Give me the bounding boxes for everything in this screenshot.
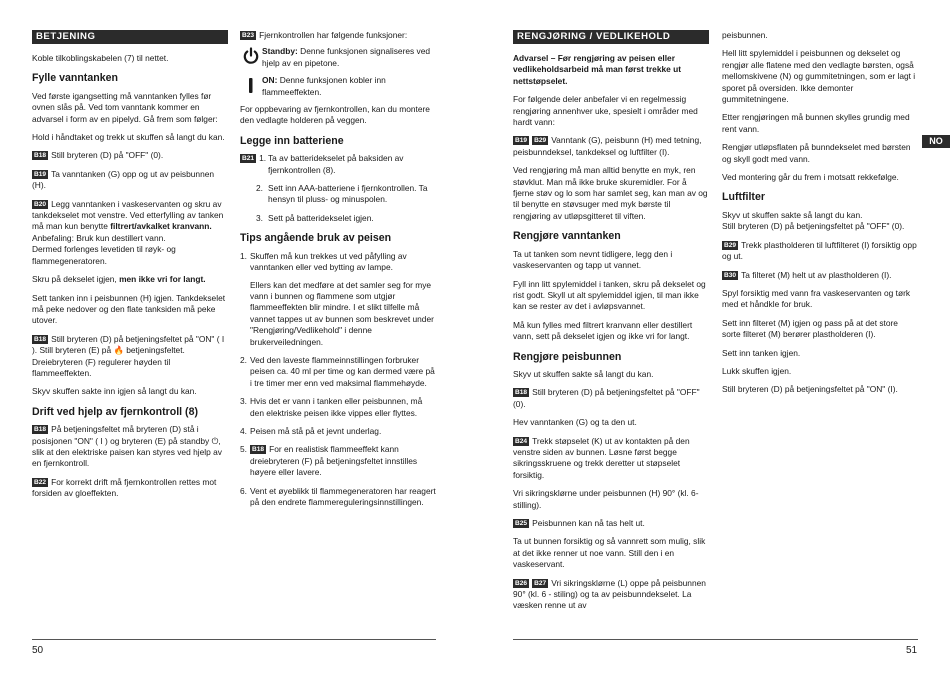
figure-badge: B30 xyxy=(724,271,737,279)
language-tab: NO xyxy=(922,135,950,148)
list-item: 4. Peisen må stå på et jevnt underlag. xyxy=(240,425,382,436)
figure-badge: B21 xyxy=(242,155,255,163)
footer-rule-left xyxy=(32,639,436,640)
paragraph: Ved første igangsetting må vanntanken fylles før ovnen slås på. Ved tom vanntank kommer en advarsel i form av en pipelyd. Gå frem som følger: xyxy=(32,90,218,124)
paragraph: Sett inn filteret (M) igjen og pass på at det store sorte filteret (M) berører plastholderen (I). xyxy=(722,317,898,340)
step-paragraph: B19 Ta vanntanken (G) opp og ut av peisbunnen (H). xyxy=(32,168,215,191)
figure-badge: B23 xyxy=(242,32,255,39)
on-label: ON: xyxy=(262,75,278,86)
figure-badge: B29 xyxy=(534,137,547,145)
step-paragraph: B20 Legg vanntanken i vaskeservanten og skru av tankdekselet mot venstre. Ved etterfylling av tanken må man kun benytte filtrert/avkalket kranvann. Anbefaling: Bruk kun destillert vann. Dermed forlenges levetiden til røyk- og flammegeneratoren. xyxy=(32,198,224,266)
paragraph: Skyv skuffen sakte inn igjen så langt du kan. xyxy=(32,386,197,397)
paragraph: For oppbevaring av fjernkontrollen, kan du montere den vedlagte holderen på veggen. xyxy=(240,104,430,126)
figure-badge: B29 xyxy=(724,241,737,249)
paragraph: Skru på dekselet igjen, men ikke vri for langt. xyxy=(32,274,206,285)
step-paragraph: B22 For korrekt drift må fjernkontrollen rettes mot forsiden av gloeffekten. xyxy=(32,476,217,499)
list-item: B21 1. Ta av batteridekselet på baksiden av fjernkontrollen (8). xyxy=(242,153,404,175)
paragraph: Rengjør utløpsflaten på bunndekselet med børsten og skyll godt med vann. xyxy=(722,142,911,164)
step-paragraph: B25 Peisbunnen kan nå tas helt ut. xyxy=(515,518,645,528)
paragraph: Lukk skuffen igjen. xyxy=(722,365,792,376)
paragraph: Sett tanken inn i peisbunnen (H) igjen. Tankdekselet må peke nedover og den flate tanksiden må peke utover. xyxy=(32,292,226,326)
heading-air-filter: Luftfilter xyxy=(722,191,765,204)
paragraph: Hev vanntanken (G) og ta den ut. xyxy=(513,417,637,428)
left-column-2 xyxy=(240,30,436,515)
step-paragraph: B29 Trekk plastholderen til luftfilteret (I) forsiktig opp og ut. xyxy=(722,239,917,262)
figure-badge: B18 xyxy=(252,446,265,454)
step-paragraph: B24 Trekk støpselet (K) ut av kontakten på den venstre siden av bunnen. Løsne først begge sikringsskruene og trekk deretter ut støpselet forsiktig. xyxy=(513,435,690,480)
paragraph: Hell litt spylemiddel i peisbunnen og dekselet og rengjør alle flatene med den vedlagte børsten, også mellomskivene (N) og gummitetningen, som er lagt i sporet på oversiden. Ikke demonter gummitetningene. xyxy=(722,48,916,105)
paragraph: Koble tilkoblingskabelen (7) til nettet. xyxy=(32,53,169,63)
figure-badge: B19 xyxy=(515,137,528,145)
step-paragraph: B18 På betjeningsfeltet må bryteren (D) stå i posisjonen "ON" ( I ) og bryteren (E) på standby ⏻, slik at den elektriske paisen kan styres ved hjelp av en fjernkontroll. xyxy=(32,424,222,469)
on-text: Denne funksjonen kobler inn flammeeffekten. xyxy=(262,75,386,97)
heading-clean-base: Rengjøre peisbunnen xyxy=(513,350,622,363)
tips-list xyxy=(240,251,436,509)
paragraph: Spyl forsiktig med vann fra vaskeservanten og tørk med et håndkle for bruk. xyxy=(722,287,911,310)
footer-rule-right xyxy=(513,639,918,640)
figure-badge: B19 xyxy=(34,170,47,178)
step-paragraph: B30 Ta filteret (M) helt ut av plastholderen (I). xyxy=(724,269,892,280)
figure-badge: B25 xyxy=(515,520,528,527)
paragraph: peisbunnen. xyxy=(722,30,768,40)
paragraph: Sett inn tanken igjen. xyxy=(722,347,801,358)
on-function xyxy=(240,75,436,98)
step-paragraph: B18 Still bryteren (D) på "OFF" (0). xyxy=(34,150,164,161)
standby-text: Denne funksjonen signaliseres ved hjelp av en pipetone. xyxy=(262,46,431,68)
section-header-betjening: BETJENING xyxy=(32,30,228,44)
step-paragraph: B19 B29 Vanntank (G), peisbunn (H) med tetning, peisbunndeksel, tankdeksel og luftfilter (I). xyxy=(513,135,702,157)
right-column-2 xyxy=(722,30,918,403)
step-paragraph: B23 Fjernkontrollen har følgende funksjoner: xyxy=(242,30,408,40)
figure-badge: B18 xyxy=(34,335,47,343)
paragraph: Skyv ut skuffen sakte så langt du kan. Still bryteren (D) på betjeningsfeltet på "OFF" (0). xyxy=(722,209,905,232)
list-item: 3. Hvis det er vann i tanken eller peisbunnen, må den elektriske peisen ikke vippes eller flyttes. xyxy=(240,396,423,418)
paragraph: Ta ut bunnen forsiktig og så vannrett som mulig, slik at det ikke renner ut noe vann. Still den i en vaskeservant. xyxy=(513,536,706,570)
figure-badge: B18 xyxy=(34,152,47,160)
figure-badge: B18 xyxy=(515,389,528,397)
list-item: 6. Vent et øyeblikk til flammegeneratoren har reagert på den endrete flammereguleringsinnstillingen. xyxy=(240,485,436,507)
figure-badge: B27 xyxy=(534,579,547,587)
paragraph: Skyv ut skuffen sakte så langt du kan. xyxy=(513,368,654,379)
figure-badge: B22 xyxy=(34,478,47,486)
warning-text: Advarsel – Før rengjøring av peisen eller vedlikeholdsarbeid må man først trekke ut nettstøpselet. xyxy=(513,53,682,86)
section-header-cleaning: RENGJØRING / VEDLIKEHOLD xyxy=(513,30,709,44)
paragraph: Ta ut tanken som nevnt tidligere, legg den i vaskeservanten og tapp ut vannet. xyxy=(513,248,673,271)
page-number-right: 51 xyxy=(906,645,918,656)
paragraph: Må kun fylles med filtrert kranvann eller destillert vann, sett på dekselet igjen og ikke vri for langt. xyxy=(513,319,693,342)
heading-fill-tank: Fylle vanntanken xyxy=(32,72,118,85)
paragraph: Still bryteren (D) på betjeningsfeltet på "ON" (I). xyxy=(722,384,898,395)
list-item: 3. Sett på batteridekselet igjen. xyxy=(256,212,374,223)
figure-badge: B20 xyxy=(34,200,47,208)
paragraph: Fyll inn litt spylemiddel i tanken, skru på dekselet og rist godt. Skyll ut alt spylemiddel igjen, til man ikke kan se rester av det i avløpsvannet. xyxy=(513,278,706,312)
paragraph: For følgende deler anbefaler vi en regelmessig rengjøring annenhver uke, spesielt i områder med hardt vann: xyxy=(513,94,698,128)
paragraph: Ved montering går du frem i motsatt rekkefølge. xyxy=(722,172,899,183)
paragraph: Ved rengjøring må man alltid benytte en myk, ren støvklut. Man må ikke bruke skuremidler. For å fjerne støv og lo som har samlet seg, kan man av og til benytte en støvsuger med myk børste til rengjøring av utløpsgitteret til viften. xyxy=(513,165,708,221)
step-paragraph: B26 B27 Vri sikringsklørne (L) oppe på peisbunnen 90° (kl. 6 - stiling) og ta av peisbunndekselet. La væsken renne ut av xyxy=(513,577,706,611)
standby-function xyxy=(240,46,436,69)
step-paragraph: B18 Still bryteren (D) på betjeningsfeltet på "OFF" (0). xyxy=(513,387,700,409)
list-item: 2. Ved den laveste flammeinnstillingen forbruker peisen ca. 40 ml per time og kan dermed være på i tre timer mer enn ved maksimal flammehøyde. xyxy=(240,354,435,388)
battery-steps xyxy=(240,153,436,224)
standby-label: Standby: xyxy=(262,46,298,57)
heading-remote-operation: Drift ved hjelp av fjernkontroll (8) xyxy=(32,405,198,418)
figure-badge: B26 xyxy=(515,579,528,587)
figure-badge: B18 xyxy=(34,426,47,434)
heading-clean-tank: Rengjøre vanntanken xyxy=(513,230,621,243)
heading-batteries: Legge inn batteriene xyxy=(240,134,344,147)
list-item: 2. Sett inn AAA-batteriene i fjernkontrollen. Ta hensyn til pluss- og minuspolen. xyxy=(256,183,428,205)
paragraph: Hold i håndtaket og trekk ut skuffen så langt du kan. xyxy=(32,132,225,143)
list-item: 5. B18 For en realistisk flammeeffekt kann dreiebryteren (F) på betjeningsfeltet innstilles høyere eller lavere. xyxy=(240,444,418,478)
figure-badge: B24 xyxy=(515,437,528,445)
power-standby-icon xyxy=(240,46,262,69)
right-column-1 xyxy=(513,30,709,619)
paragraph: Vri sikringsklørne under peisbunnen (H) 90° (kl. 6-stilling). xyxy=(513,488,699,510)
page-number-left: 50 xyxy=(32,645,44,656)
list-item: 1. Skuffen må kun trekkes ut ved påfylling av vanntanken eller ved bytting av lampe. Ellers kan det medføre at det samler seg for mye vann i bunnen og flammene som utgjør flammeeffekten blir mindre. I et slikt tilfelle må vannet tappes ut av bunnen som beskrevet under "Rengjøring/Vedlikehold" i denne brukerveiledningen. xyxy=(240,250,434,347)
left-column-1 xyxy=(32,30,228,507)
heading-tips: Tips angående bruk av peisen xyxy=(240,232,392,245)
step-paragraph: B18 Still bryteren (D) på betjeningsfeltet på "ON" ( I ). Still bryteren (E) på 🔥 betjeningsfeltet. Dreiebryteren (F) regulerer høyden til flammeeffekten. xyxy=(32,333,225,378)
on-bar-icon xyxy=(240,75,262,98)
paragraph: Etter rengjøringen må bunnen skylles grundig med rent vann. xyxy=(722,112,910,134)
